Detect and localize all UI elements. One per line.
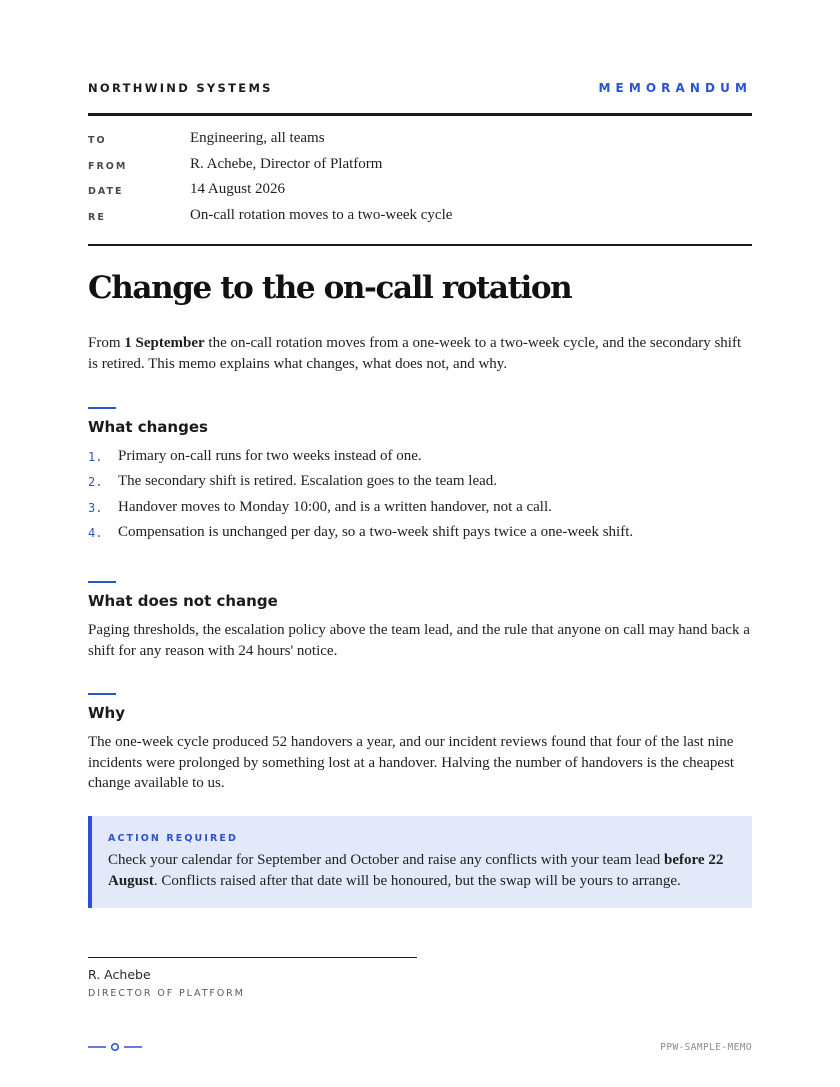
callout-text-before: Check your calendar for September and October and raise any conflicts with your team lead [108,852,665,868]
document-type: MEMORANDUM [598,81,752,95]
footer-ornament-icon [88,1040,144,1054]
callout-label: ACTION REQUIRED [108,833,238,844]
memo-header [88,81,752,97]
intro-effective-date: 1 September [124,335,205,351]
list-number: 4. [88,525,103,540]
list-text: Primary on-call runs for two weeks instead of one. [118,448,422,464]
list-number: 3. [88,500,103,515]
document-code: PPW-SAMPLE-MEMO [660,1042,752,1053]
list-number: 2. [88,475,103,490]
list-number: 1. [88,450,103,464]
list-item [88,524,752,549]
header-divider [88,113,752,116]
why-paragraph: The one-week cycle produced 52 handovers a year, and our incident reviews found that four of the last nine incidents were prolonged by something lost at a handover. Halving the number of handovers is the cheapest change available to us. [88,734,735,791]
meta-divider [88,244,752,246]
meta-label-from: FROM [88,160,128,172]
action-required-callout [88,816,752,908]
meta-label-to: TO [88,135,107,146]
company-name: NORTHWIND SYSTEMS [88,81,273,95]
section-title-why: Why [88,704,126,722]
meta-row-from [88,156,752,182]
unchanged-paragraph: Paging thresholds, the escalation policy above the team lead, and the rule that anyone on call may hand back a shift for any reason with 24 hours' notice. [88,622,750,659]
intro-text-after: the on-call rotation moves from a one-week to a two-week cycle, and the secondary shift is retired. This memo explains what changes, what does not, and why. [88,335,742,372]
section-accent-mark [88,581,116,583]
callout-deadline: before 22 August [108,852,724,889]
list-item [88,473,752,498]
meta-row-date [88,181,752,207]
memo-title: Change to the on-call rotation [88,270,572,306]
callout-text-after: . Conflicts raised after that date will be honoured, but the swap will be yours to arrange. [153,873,681,889]
section-accent-mark [88,407,116,409]
meta-row-to [88,130,752,156]
intro-paragraph [88,333,752,374]
list-item [88,499,752,524]
list-text: The secondary shift is retired. Escalation goes to the team lead. [118,473,498,490]
list-text: Handover moves to Monday 10:00, and is a written handover, not a call. [118,498,552,515]
callout-text [108,850,738,892]
list-item [88,448,752,473]
signatory-role: DIRECTOR OF PLATFORM [88,988,245,999]
list-text: Compensation is unchanged per day, so a two-week shift pays twice a one-week shift. [118,523,634,540]
meta-value-re: On-call rotation moves to a two-week cycle [190,207,453,224]
section-accent-mark [88,693,116,695]
meta-value-to: Engineering, all teams [190,130,325,146]
meta-label-date: DATE [88,186,124,198]
changes-list [88,448,752,549]
section-title-what-changes: What changes [88,418,208,436]
signatory-name: R. Achebe [88,967,151,982]
memo-meta-block [88,130,752,233]
meta-label-re: RE [88,212,106,224]
meta-value-from: R. Achebe, Director of Platform [190,155,383,172]
callout-accent-bar [88,816,92,908]
intro-text-before: From [88,335,125,351]
meta-row-re [88,207,752,233]
section-title-what-does-not-change: What does not change [88,592,278,610]
meta-value-date: 14 August 2026 [190,181,286,198]
signature-line [88,957,417,958]
